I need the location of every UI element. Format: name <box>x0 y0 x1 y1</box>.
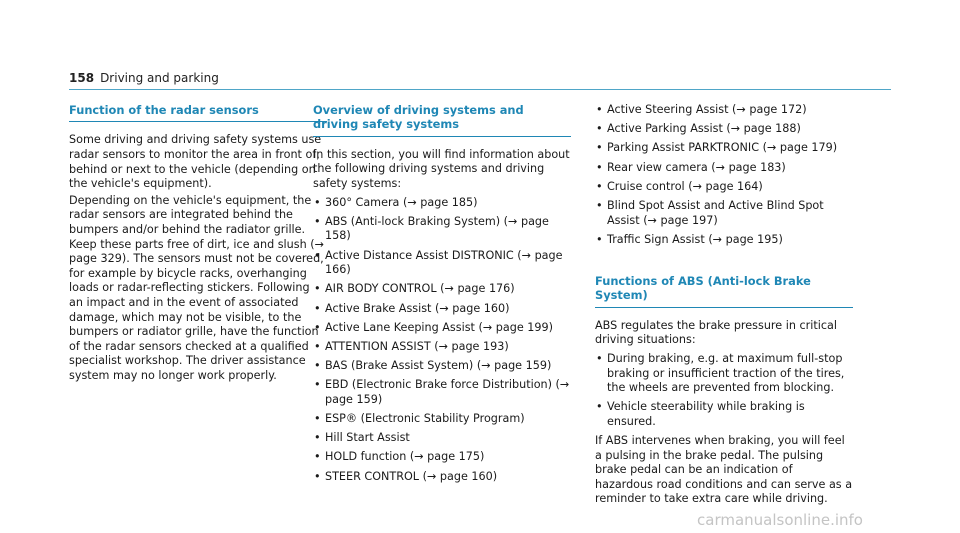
list-item: • Hill Start Assist <box>313 431 571 446</box>
list-item: • Active Parking Assist (→ page 188) <box>595 122 853 137</box>
list-item: • Rear view camera (→ page 183) <box>595 161 853 176</box>
list-item: • Active Brake Assist (→ page 160) <box>313 302 571 317</box>
list-item: • ABS (Anti-lock Braking System) (→ page 158) <box>313 215 571 244</box>
section-title: Driving and parking <box>100 71 219 85</box>
list-item: • Blind Spot Assist and Active Blind Spot Assist (→ page 197) <box>595 199 853 228</box>
abs-intro: ABS regulates the brake pressure in critical driving situations: <box>595 318 837 347</box>
list-item: • EBD (Electronic Brake force Distribution) (→ page 159) <box>313 378 571 407</box>
column-overview <box>313 103 571 489</box>
list-item: • Parking Assist PARKTRONIC (→ page 179) <box>595 141 853 156</box>
list-item: • Active Distance Assist DISTRONIC (→ page 166) <box>313 249 571 278</box>
list-item: • Vehicle steerability while braking is ensured. <box>595 400 853 429</box>
list-item: • Active Lane Keeping Assist (→ page 199) <box>313 321 571 336</box>
list-item: • ATTENTION ASSIST (→ page 193) <box>313 340 571 355</box>
radar-paragraph-2: Depending on the vehicle's equipment, the radar sensors are integrated behind the bumpers and/or behind the radiator grille. Keep these parts free of dirt, ice and slush (→ page 329). The sensors must not be covered, for example by bicycle racks, overhanging loads or radar-reflecting stickers. Following an impact and in the event of associated damage, which may not be visible, to the bumpers or radiator grille, have the function of the radar sensors checked at a qualified specialist workshop. The driver assistance system may no longer work properly. <box>69 193 324 382</box>
heading-abs-functions: Functions of ABS (Anti-lock Brake System) <box>595 274 853 308</box>
overview-intro: In this section, you will find information about the following driving systems and driving safety systems: <box>313 147 570 190</box>
column-radar <box>69 103 327 386</box>
list-item: • Cruise control (→ page 164) <box>595 180 853 195</box>
list-item: • AIR BODY CONTROL (→ page 176) <box>313 282 571 297</box>
list-item: • 360° Camera (→ page 185) <box>313 196 571 211</box>
abs-list <box>595 352 853 430</box>
header-rule <box>69 89 891 90</box>
heading-overview: Overview of driving systems and driving safety systems <box>313 103 571 137</box>
list-item: • Active Steering Assist (→ page 172) <box>595 103 853 118</box>
spacer <box>595 252 853 274</box>
list-item: • HOLD function (→ page 175) <box>313 450 571 465</box>
list-item: • During braking, e.g. at maximum full-stop braking or insufficient traction of the tires, the wheels are prevented from blocking. <box>595 352 853 396</box>
list-item: • STEER CONTROL (→ page 160) <box>313 470 571 485</box>
overview-list <box>313 196 571 485</box>
list-item: • Traffic Sign Assist (→ page 195) <box>595 233 853 248</box>
watermark-logo: carmanualsonline.info <box>697 511 863 529</box>
column-continued <box>595 103 853 509</box>
list-item: • ESP® (Electronic Stability Program) <box>313 412 571 427</box>
page-header <box>69 71 219 85</box>
radar-paragraph-1: Some driving and driving safety systems use radar sensors to monitor the area in front of, behind or next to the vehicle (depending on the vehicle's equipment). <box>69 133 322 191</box>
page-number: 158 <box>69 71 95 85</box>
overview-list-continued <box>595 103 853 247</box>
list-item: • BAS (Brake Assist System) (→ page 159) <box>313 359 571 374</box>
abs-outro: If ABS intervenes when braking, you will feel a pulsing in the brake pedal. The pulsing brake pedal can be an indication of hazardous road conditions and can serve as a reminder to take extra care while driving. <box>595 434 853 506</box>
heading-radar-sensors: Function of the radar sensors <box>69 103 327 122</box>
